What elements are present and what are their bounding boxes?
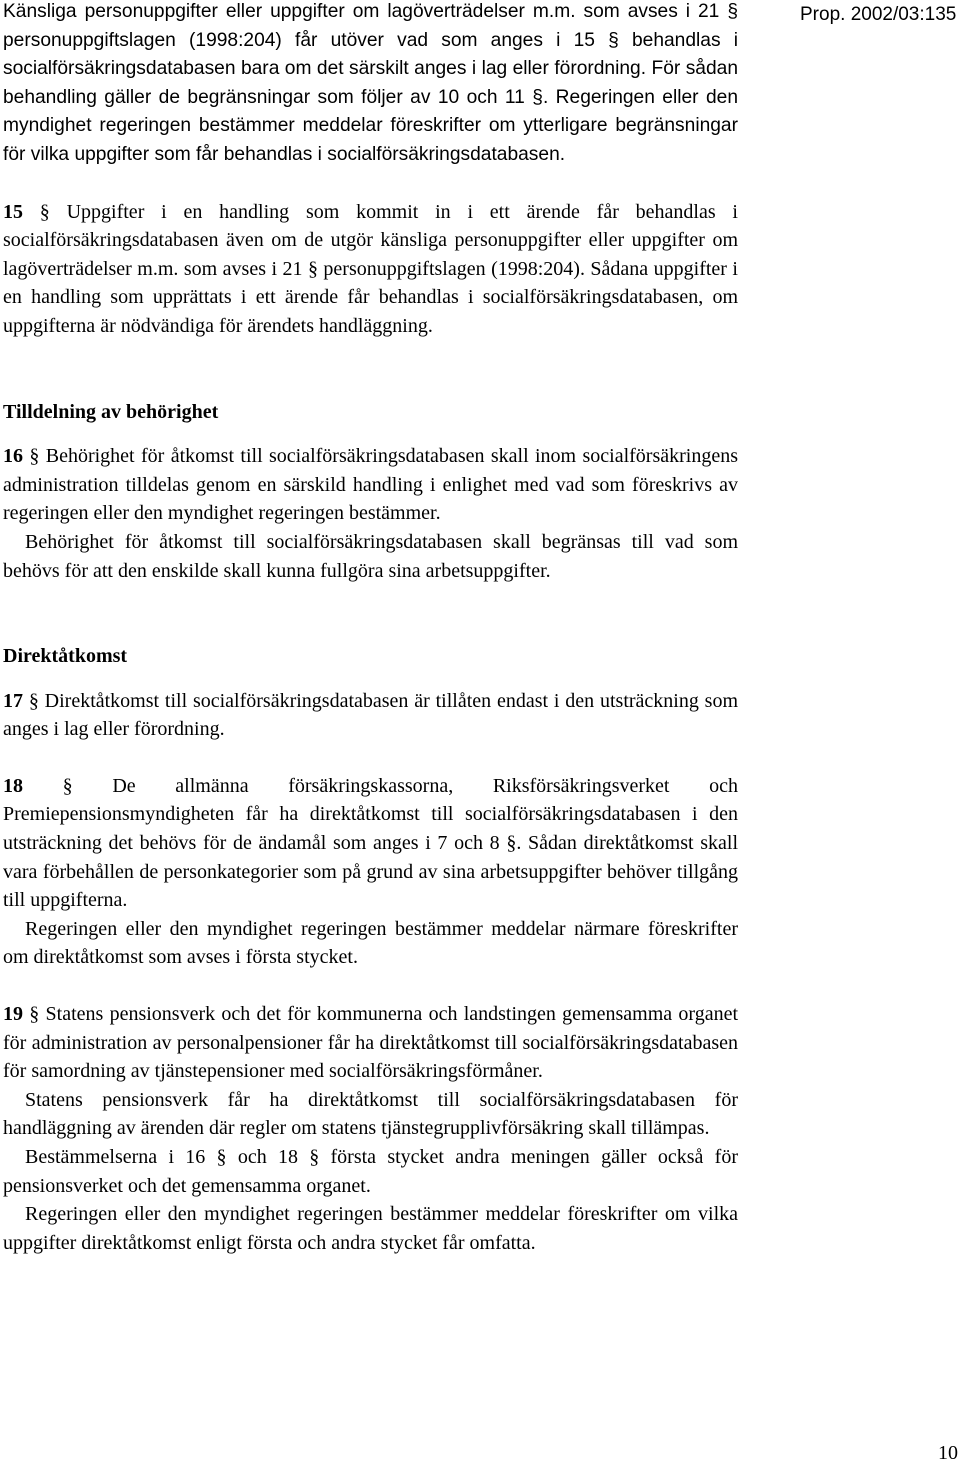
main-text-column <box>3 0 738 1257</box>
section-18 <box>3 772 738 915</box>
section-sign: § <box>39 200 50 223</box>
section-16 <box>3 442 738 528</box>
heading-tilldelning-av-behorighet: Tilldelning av behörighet <box>3 400 219 423</box>
section-sign: § <box>62 774 73 797</box>
section-15-number: 15 <box>3 200 23 223</box>
section-19-number: 19 <box>3 1003 23 1026</box>
section-18-paragraph-2: Regeringen eller den myndighet regeringen bestämmer meddelar närmare föreskrifter om direktåtkomst som avses i första stycket. <box>3 917 738 969</box>
section-17-number: 17 <box>3 689 23 712</box>
continued-paragraph: Känsliga personuppgifter eller uppgifter om lagöverträdelser m.m. som avses i 21 § personuppgiftslagen (1998:204) får utöver vad som anges i 15 § behandlas i socialförsäkringsdatabasen bara om det särskilt anges i lag eller förordning. För sådan behandling gäller de begränsningar som följer av 10 och 11 §. Regeringen eller den myndighet regeringen bestämmer meddelar föreskrifter om ytterligare begränsningar för vilka uppgifter som får behandlas i socialförsäkringsdatabasen. <box>3 1 738 165</box>
spacer <box>3 426 738 442</box>
section-15 <box>3 198 738 341</box>
section-18-number: 18 <box>3 774 23 797</box>
section-19-text: Statens pensionsverk och det för kommunerna och landstingen gemensamma organet för administration av personalpensioner får ha direktåtkomst till socialförsäkringsdatabasen för samordning av tjänstepensioner med socialförsäkringsförmåner. <box>3 1003 739 1083</box>
section-17 <box>3 687 738 744</box>
section-19 <box>3 1000 738 1086</box>
section-18-text: De allmänna försäkringskassorna, Riksförsäkringsverket och Premiepensionsmyndigheten får ha direktåtkomst till socialförsäkringsdatabasen i den utsträckning det behövs för de ändamål som anges i 7 och 8 §. Sådan direktåtkomst skall vara förbehållen de personkategorier som på grund av sina arbetsuppgifter behöver tillgång till uppgifterna. <box>3 774 739 912</box>
section-15-text: Uppgifter i en handling som kommit in i ett ärende får behandlas i socialförsäkringsdatabasen även om de utgör känsliga personuppgifter eller uppgifter om lagöverträdelser m.m. som avses i 21 § personuppgiftslagen (1998:204). Sådana uppgifter i en handling som upprättats i ett ärende får behandlas i socialförsäkringsdatabasen, om uppgifterna är nödvändiga för ärendets handläggning. <box>3 200 738 337</box>
spacer <box>3 170 738 198</box>
proposition-reference: Prop. 2002/03:135 <box>800 4 957 25</box>
spacer <box>3 671 738 687</box>
section-19-paragraph-4: Regeringen eller den myndighet regeringen bestämmer meddelar föreskrifter om vilka uppgifter direktåtkomst enligt första och andra stycket får omfatta. <box>3 1203 738 1254</box>
spacer <box>3 585 738 642</box>
section-16-paragraph-2: Behörighet för åtkomst till socialförsäkringsdatabasen skall begränsas till vad som behövs för att den enskilde skall kunna fullgöra sina arbetsuppgifter. <box>3 530 738 582</box>
section-19-paragraph-2: Statens pensionsverk får ha direktåtkomst till socialförsäkringsdatabasen för handläggning av ärenden där regler om statens tjänstegrupplivförsäkring skall tillämpas. <box>3 1088 738 1140</box>
section-16-number: 16 <box>3 445 23 468</box>
section-16-text: Behörighet för åtkomst till socialförsäkringsdatabasen skall inom socialförsäkringens administration tilldelas genom en särskild handling i enlighet med vad som föreskrivs av regeringen eller den myndighet regeringen bestämmer. <box>3 445 738 525</box>
page-number: 10 <box>938 1442 958 1464</box>
section-sign: § <box>28 689 39 712</box>
spacer <box>3 341 738 398</box>
section-19-paragraph-3: Bestämmelserna i 16 § och 18 § första stycket andra meningen gäller också för pensionsverket och det gemensamma organet. <box>3 1146 738 1197</box>
heading-direktatkomst: Direktåtkomst <box>3 645 128 668</box>
spacer <box>3 744 738 772</box>
section-17-text: Direktåtkomst till socialförsäkringsdatabasen är tillåten endast i den utsträckning som anges i lag eller förordning. <box>3 689 739 741</box>
spacer <box>3 972 738 1000</box>
section-sign: § <box>29 1003 40 1026</box>
section-sign: § <box>29 445 40 468</box>
